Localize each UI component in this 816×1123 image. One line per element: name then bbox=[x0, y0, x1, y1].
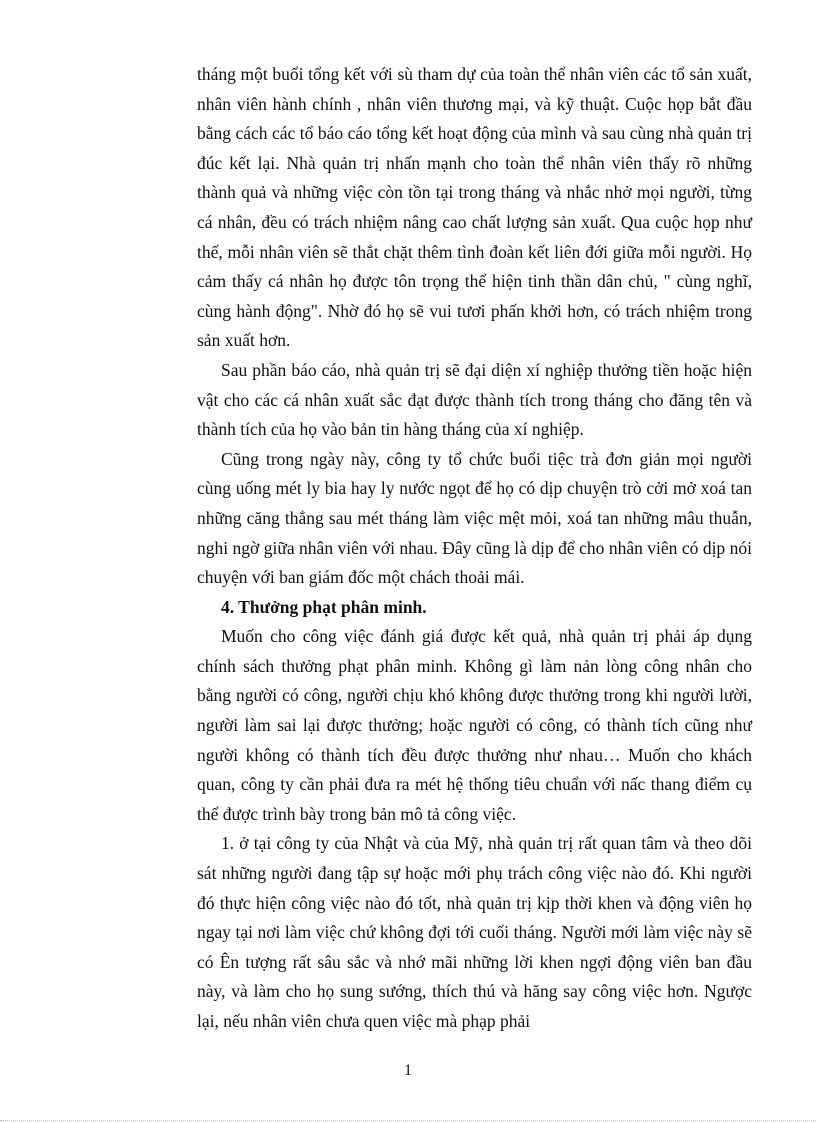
footer-divider bbox=[0, 1120, 816, 1121]
paragraph-5: 1. ở tại công ty của Nhật và của Mỹ, nhà quản trị rất quan tâm và theo dõi sát những người đang tập sự hoặc mới phụ trách công việc nào đó. Khi người đó thực hiện công việc nào đó tốt, nhà quản trị kịp thời khen và động viên họ ngay tại nơi làm việc chứ không đợi tới cuối tháng. Người mới làm việc này sẽ có Ên tượng rất sâu sắc và nhớ mãi những lời khen ngợi động viên ban đầu này, và làm cho họ sung sướng, thích thú và hăng say công việc hơn. Ngược lại, nếu nhân viên chưa quen việc mà phạp phải bbox=[197, 833, 752, 1031]
page-number: 1 bbox=[404, 1062, 412, 1079]
section-heading: 4. Thưởng phạt phân minh. bbox=[221, 596, 427, 617]
paragraph-2: Sau phần báo cáo, nhà quản trị sẽ đại diện xí nghiệp thưởng tiền hoặc hiện vật cho các cá nhân xuất sắc đạt được thành tích trong tháng cho đăng tên và thành tích của họ vào bản tin hàng tháng của xí nghiệp. bbox=[197, 359, 752, 440]
paragraph-3: Cũng trong ngày này, công ty tổ chức buổi tiệc trà đơn giản mọi người cùng uống mét ly bia hay ly nước ngọt để họ có dịp chuyện trò cởi mở xoá tan những căng thẳng sau mét tháng làm việc mệt mỏi, xoá tan những mâu thuẫn, nghi ngờ giữa nhân viên với nhau. Đây cũng là dịp để cho nhân viên có dịp nói chuyện với ban giám đốc một chách thoải mái. bbox=[197, 448, 752, 588]
body-text bbox=[197, 60, 752, 1037]
paragraph-1: tháng một buổi tổng kết với sù tham dự của toàn thể nhân viên các tổ sản xuất, nhân viên hành chính , nhân viên thương mại, và kỹ thuật. Cuộc họp bắt đầu bằng cách các tổ báo cáo tổng kết hoạt động của mình và sau cùng nhà quản trị đúc kết lại. Nhà quản trị nhấn mạnh cho toàn thể nhân viên thấy rõ những thành quả và những việc còn tồn tại trong tháng và nhắc nhở mọi người, từng cá nhân, đều có trách nhiệm nâng cao chất lượng sản xuất. Qua cuộc họp như thế, mỗi nhân viên sẽ thắt chặt thêm tình đoàn kết liên đới giữa mỗi người. Họ cảm thấy cá nhân họ được tôn trọng thể hiện tinh thần dân chủ, " cùng nghĩ, cùng hành động". Nhờ đó họ sẽ vui tươi phấn khởi hơn, có trách nhiệm trong sản xuất hơn. bbox=[197, 64, 752, 351]
paragraph-4: Muốn cho công việc đánh giá được kết quả, nhà quản trị phải áp dụng chính sách thưởng phạt phân minh. Không gì làm nản lòng công nhân cho bằng người có công, người chịu khó không được thưởng trong khi người lười, người làm sai lại được thưởng; hoặc người có công, có thành tích cũng như người không có thành tích đều được thưởng như nhau… Muốn cho khách quan, công ty cần phải đưa ra mét hệ thống tiêu chuẩn với nấc thang điểm cụ thể được trình bày trong bản mô tả công việc. bbox=[197, 626, 752, 824]
